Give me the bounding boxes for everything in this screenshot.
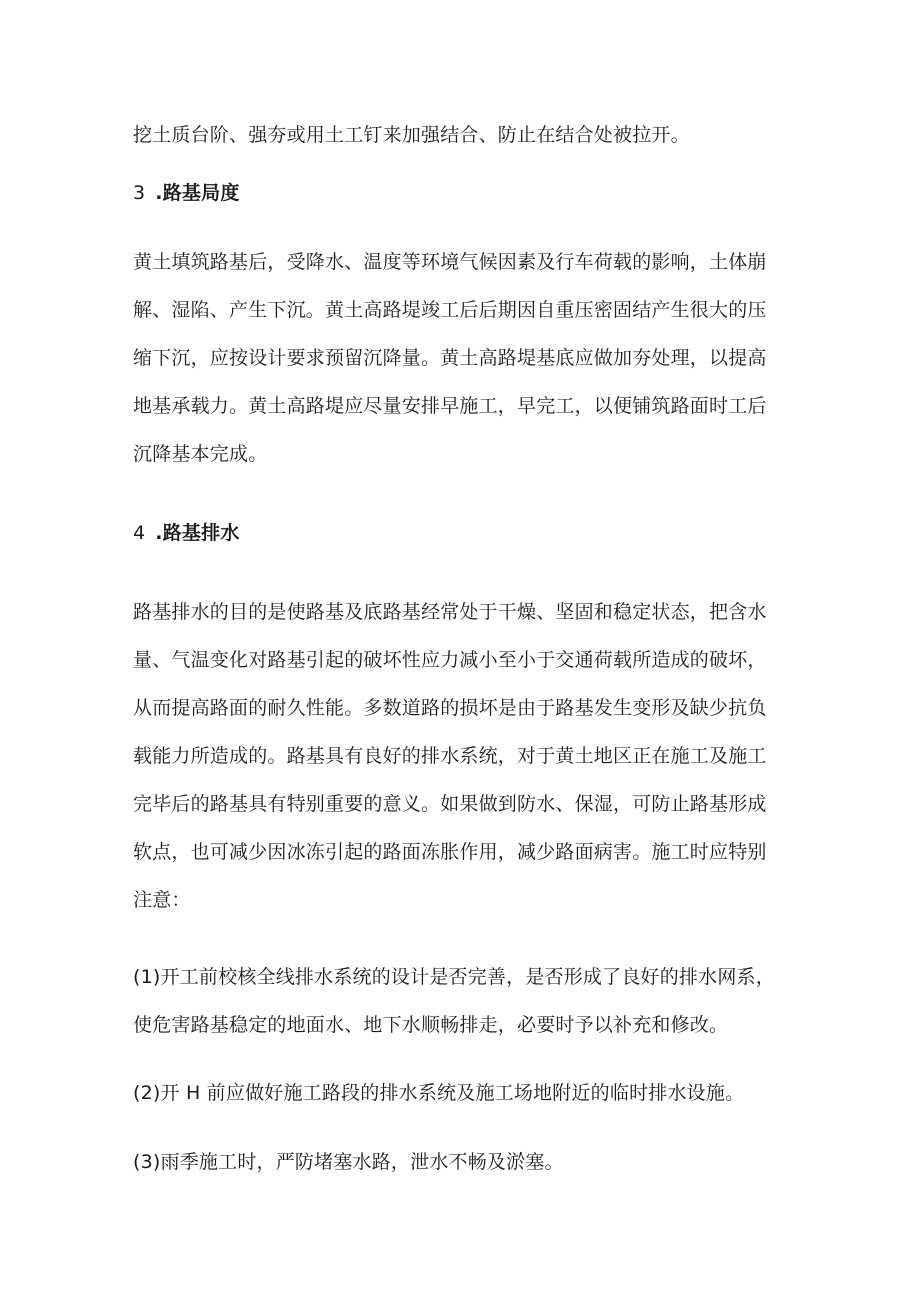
section-4-line: 载能力所造成的。路基具有良好的排水系统，对于黄土地区正在施工及施工 [133,745,767,767]
list-item-2: (2)开 H 前应做好施工路段的排水系统及施工场地附近的临时排水设施。 [133,1082,745,1104]
section-4-line: 路基排水的目的是使路基及底路基经常处于干燥、坚固和稳定状态，把含水 [133,601,767,623]
section-3-line: 黄土填筑路基后，受降水、温度等环境气候因素及行车荷载的影响，土体崩 [133,251,767,273]
section-3-line: 沉降基本完成。 [133,443,268,465]
section-4-line: 从而提高路面的耐久性能。多数道路的损坏是由于路基发生变形及缺少抗负 [133,697,767,719]
list-item-1-line: (1)开工前校核全线排水系统的设计是否完善，是否形成了良好的排水网系， [133,966,775,988]
section-4-line: 注意： [133,889,191,911]
section-3-line: 缩下沉，应按设计要求预留沉降量。黄土高路堤基底应做加夯处理，以提高 [133,347,767,369]
section-3-line: 解、湿陷、产生下沉。黄土高路堤竣工后后期因自重压密固结产生很大的压 [133,299,767,321]
section-4-number: 4 [133,522,146,544]
section-4-line: 完毕后的路基具有特别重要的意义。如果做到防水、保湿，可防止路基形成 [133,793,767,815]
section-4-heading [133,521,240,545]
section-3-title: .路基局度 [155,182,240,204]
section-3-heading [133,181,240,205]
section-4-line: 量、气温变化对路基引起的破坏性应力减小至小于交通荷载所造成的破坏， [133,649,767,671]
section-3-number: 3 [133,182,146,204]
section-4-title: .路基排水 [155,522,240,544]
list-item-1-line: 使危害路基稳定的地面水、地下水顺畅排走，必要时予以补充和修改。 [133,1014,729,1036]
list-item-3: (3)雨季施工时，严防堵塞水路，泄水不畅及淤塞。 [133,1151,564,1173]
intro-line: 挖土质台阶、强夯或用土工钉来加强结合、防止在结合处被拉开。 [133,124,690,146]
section-4-line: 软点，也可减少因冰冻引起的路面冻胀作用，减少路面病害。施工时应特别 [133,841,767,863]
section-3-line: 地基承载力。黄土高路堤应尽量安排早施工，早完工，以便铺筑路面时工后 [133,395,767,417]
